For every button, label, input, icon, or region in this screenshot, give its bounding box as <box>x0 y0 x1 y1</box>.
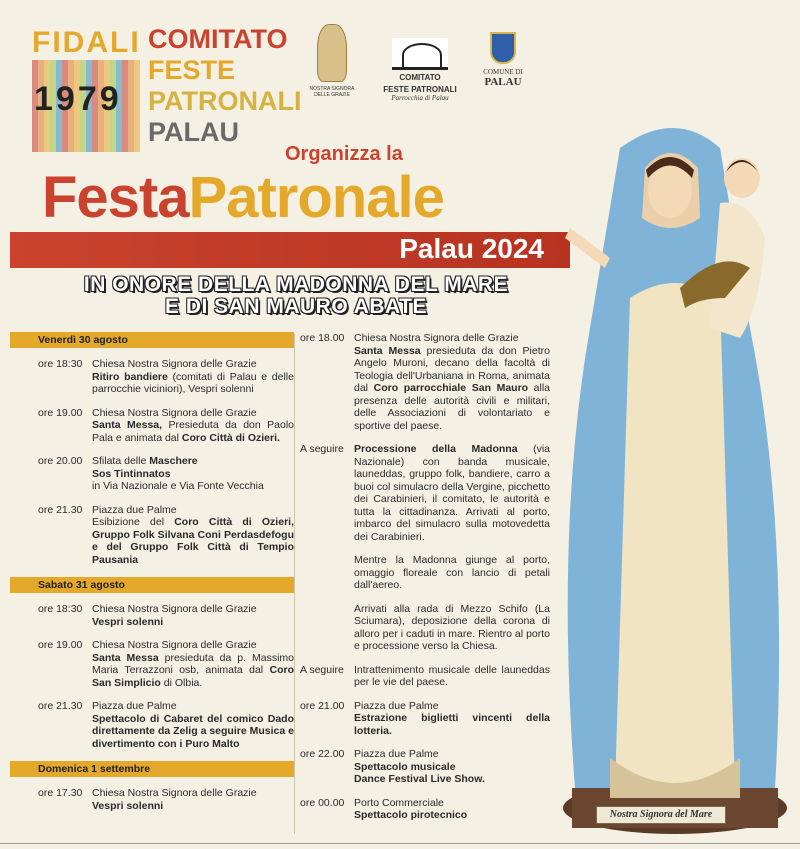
event-description <box>92 639 294 689</box>
event-text: presieduta da don Pietro Angelo Muroni, decano della facoltà di Teologia dell'Urbaniana in Roma, animata dal <box>354 344 550 394</box>
event-place: Chiesa Nostra Signora delle Grazie <box>92 603 257 615</box>
event-row <box>10 504 294 567</box>
event-highlight: Vespri solenni <box>92 615 164 628</box>
comune-palau-logo <box>476 32 530 88</box>
event-place: Chiesa Nostra Signora delle Grazie <box>92 639 257 651</box>
logo-word: FESTE <box>148 55 236 85</box>
madonna-emblem-icon <box>317 24 347 82</box>
event-text: (via Nazionale) con banda musicale, launeddas, gruppo folk, bandiere, carro a buoi col simulacro della Vergine, picchetto dei Carabinieri, il comitato, le autorità e tutta la cittadinanza. Arrivati al porto, imbarco del simulacro sulla motovedetta dei Carabinieri. <box>354 443 550 543</box>
logo-fidali: FIDALI <box>32 26 141 59</box>
event-place: Porto Commerciale <box>354 796 444 809</box>
event-highlight: Vespri solenni <box>92 799 164 812</box>
event-time: ore 20.00 <box>38 455 83 467</box>
event-time: A seguire <box>300 443 344 455</box>
event-highlight: Sos Tintinnatos <box>92 467 171 480</box>
event-time: ore 19.00 <box>38 639 83 651</box>
event-place: Piazza due Palme <box>92 700 177 712</box>
event-time: ore 19.00 <box>38 406 83 419</box>
title-festa: Festa <box>42 165 189 230</box>
event-highlight: Santa Messa <box>354 344 421 357</box>
event-highlight: Processione della Madonna <box>354 443 518 455</box>
schedule-right-column <box>298 332 550 833</box>
title-banner <box>10 232 570 268</box>
logo-word: PALAU <box>148 117 239 147</box>
event-place: Chiesa Nostra Signora delle Grazie <box>354 332 519 344</box>
event-text: presieduta da p. Massimo Maria Terrazzoni osb, animata dal <box>92 651 294 676</box>
logo3-caption-1: COMUNE DI <box>483 68 523 76</box>
logo-year: 1979 <box>34 80 122 118</box>
madonna-statue-image <box>550 108 800 849</box>
event-time: ore 21.00 <box>300 699 345 712</box>
event-row <box>298 443 550 543</box>
event-highlight: Spettacolo di Cabaret del comico Dado direttamente da Zelig a seguire Musica e divertimento con i Puro Malto <box>92 712 294 750</box>
event-row <box>298 603 550 653</box>
event-highlight: Dance Festival Live Show. <box>354 773 485 785</box>
logo2-caption-2: FESTE PATRONALI <box>383 85 457 94</box>
event-time: ore 00.00 <box>300 796 345 809</box>
event-description <box>92 407 294 445</box>
logo3-caption-2: PALAU <box>484 76 522 88</box>
event-row <box>298 797 550 822</box>
event-time: ore 17.30 <box>38 787 83 799</box>
church-icon <box>392 38 448 70</box>
event-row <box>298 700 550 738</box>
event-highlight: Spettacolo musicale <box>354 760 456 773</box>
event-row <box>298 554 550 592</box>
event-time: ore 18.00 <box>300 332 345 344</box>
event-highlight: Ritiro bandiere <box>92 370 168 383</box>
fidali-comitato-logo <box>32 24 302 150</box>
logo1-caption: NOSTRA SIGNORA DELLE GRAZIE <box>309 86 355 98</box>
event-place: Piazza due Palme <box>354 699 439 712</box>
event-time: ore 22.00 <box>300 748 345 760</box>
event-text: Esibizione del <box>92 516 175 528</box>
event-description <box>354 748 550 786</box>
event-time-spacer <box>298 603 354 653</box>
event-description: Intrattenimento musicale delle launeddas per le vie del paese. <box>354 663 550 688</box>
event-description <box>92 455 294 493</box>
day-header: Venerdì 30 agosto <box>10 332 294 348</box>
event-time: ore 21.30 <box>38 700 83 712</box>
event-highlight: Coro Città di Ozieri. <box>181 431 280 444</box>
event-description <box>92 700 294 750</box>
event-row <box>10 603 294 628</box>
event-text: (comitati di Palau e delle parrocchie viciniori), Vespri solenni <box>92 370 294 395</box>
event-description <box>92 603 294 628</box>
logo-comitato-words <box>148 24 301 148</box>
nostra-signora-logo <box>306 24 358 98</box>
event-text: di Olbia. <box>160 676 203 689</box>
event-row <box>298 748 550 786</box>
event-description <box>92 358 294 396</box>
logo2-caption-3: Parrocchia di Palau <box>391 94 449 102</box>
event-row <box>10 407 294 445</box>
event-highlight: Santa Messa <box>92 651 159 664</box>
day-header: Domenica 1 settembre <box>10 761 294 777</box>
event-description <box>354 797 550 822</box>
event-row <box>10 358 294 396</box>
event-place: Chiesa Nostra Signora delle Grazie <box>92 406 257 419</box>
event-text: Sfilata delle <box>92 455 150 467</box>
event-row <box>298 332 550 432</box>
event-place: Chiesa Nostra Signora delle Grazie <box>92 358 257 370</box>
event-place: Chiesa Nostra Signora delle Grazie <box>92 787 257 799</box>
event-row <box>10 787 294 812</box>
event-highlight: Coro San Simplicio <box>92 664 294 689</box>
event-place: Piazza due Palme <box>354 748 439 760</box>
event-time: ore 18:30 <box>38 358 83 370</box>
event-text: alla presenza delle autorità civili e militari, delle Associazioni di volontariato e sportive del paese. <box>354 382 551 432</box>
event-description <box>92 504 294 567</box>
event-row <box>10 455 294 493</box>
event-row <box>10 700 294 750</box>
event-description <box>354 332 550 432</box>
day-header: Sabato 31 agosto <box>10 577 294 593</box>
event-row <box>10 639 294 689</box>
event-row <box>298 664 550 689</box>
event-description <box>354 700 550 738</box>
event-text: in Via Nazionale e Via Fonte Vecchia <box>92 480 264 492</box>
schedule-left-column <box>10 332 294 823</box>
event-paragraph: Mentre la Madonna giunge al porto, omaggio floreale con lancio di petali dall'aereo. <box>354 554 550 591</box>
dedication-heading <box>36 274 556 318</box>
organizza-heading: Organizza la <box>285 143 403 165</box>
logo-word: COMITATO <box>148 24 288 54</box>
event-time-spacer <box>298 554 354 592</box>
column-divider <box>294 334 295 834</box>
event-highlight: Spettacolo pirotecnico <box>354 809 468 821</box>
title-patronale: Patronale <box>188 165 444 230</box>
event-time: ore 18:30 <box>38 603 83 615</box>
event-paragraph: Arrivati alla rada di Mezzo Schifo (La Sciumara), deposizione della corona di alloro per i caduti in mare. Rientro al porto e processione verso la Chiesa. <box>354 602 550 652</box>
palau-year: Palau 2024 <box>399 233 544 264</box>
event-description <box>92 787 294 812</box>
event-text: Presieduta da don Paolo Pala e animata dal <box>92 419 294 444</box>
event-highlight: Coro Città di Ozieri, Gruppo Folk Silvana Coni Perdasdefogu e del Gruppo Folk Città di Tempio Pausania <box>92 516 294 566</box>
dedication-line-1: IN ONORE DELLA MADONNA DEL MARE <box>83 273 509 296</box>
bottom-rule <box>0 843 800 849</box>
event-time: ore 21.30 <box>38 503 83 516</box>
festa-patronale-title <box>42 164 444 231</box>
event-description <box>354 443 550 543</box>
coat-of-arms-icon <box>490 32 516 64</box>
statue-plaque: Nostra Signora del Mare <box>596 806 726 824</box>
dedication-line-2: E DI SAN MAURO ABATE <box>165 295 427 318</box>
logo2-caption-1: COMITATO <box>399 73 441 82</box>
madonna-statue-icon <box>550 108 800 849</box>
event-highlight: Maschere <box>149 455 198 467</box>
comitato-feste-logo <box>382 38 458 102</box>
event-place: Piazza due Palme <box>92 503 177 516</box>
event-highlight: Coro parrocchiale San Mauro <box>373 382 529 394</box>
logo-word: PATRONALI <box>148 86 302 116</box>
event-highlight: Santa Messa, <box>92 419 163 431</box>
event-time: A seguire <box>300 663 344 676</box>
event-highlight: Estrazione biglietti vincenti della lotteria. <box>354 712 550 737</box>
